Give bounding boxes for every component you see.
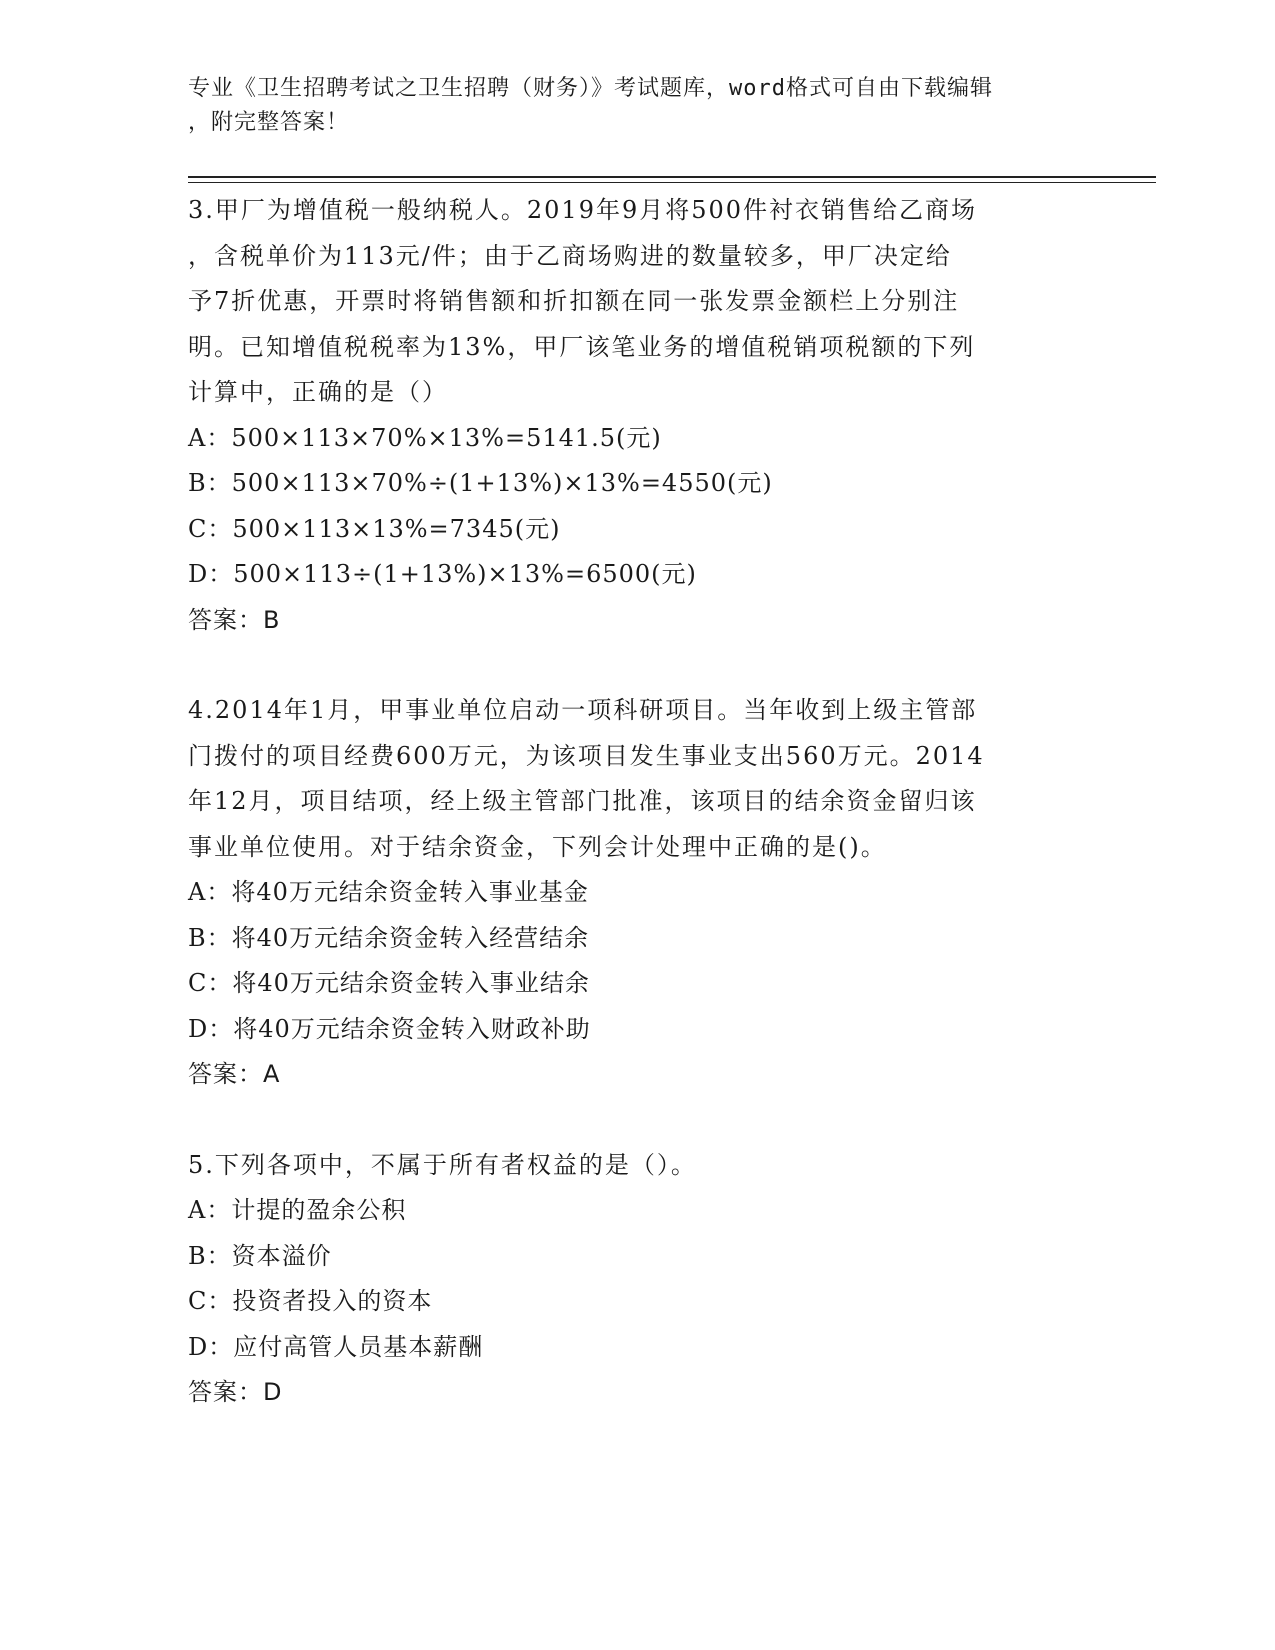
question-3 (188, 188, 1088, 643)
question-line: 予7折优惠，开票时将销售额和折扣额在同一张发票金额栏上分别注 (188, 287, 960, 315)
question-3-answer: 答案：B (188, 605, 281, 634)
question-line: 4.2014年1月，甲事业单位启动一项科研项目。当年收到上级主管部 (188, 696, 978, 724)
question-spacer (188, 643, 1088, 688)
question-3-option-a: A：500×113×70%×13%=5141.5(元) (188, 423, 662, 452)
question-5-option-d: D：应付高管人员基本薪酬 (188, 1332, 484, 1361)
question-3-text (188, 188, 1068, 416)
question-4-option-b: B：将40万元结余资金转入经营结余 (188, 923, 590, 952)
question-5-option-a: A：计提的盈余公积 (188, 1196, 407, 1224)
question-line: 计算中，正确的是（） (188, 378, 448, 406)
question-line: 年12月，项目结项，经上级主管部门批准，该项目的结余资金留归该 (188, 787, 977, 815)
question-line: 5.下列各项中，不属于所有者权益的是（）。 (188, 1150, 697, 1179)
question-line: 3.甲厂为增值税一般纳税人。2019年9月将500件衬衣销售给乙商场 (188, 196, 978, 224)
question-line: 事业单位使用。对于结余资金，下列会计处理中正确的是()。 (188, 832, 887, 861)
question-line: ，含税单价为113元/件；由于乙商场购进的数量较多，甲厂决定给 (188, 241, 952, 270)
question-4-option-c: C：将40万元结余资金转入事业结余 (188, 969, 590, 997)
document-header (188, 72, 1068, 140)
question-3-option-d: D：500×113÷(1+13%)×13%=6500(元) (188, 560, 697, 588)
question-3-option-c: C：500×113×13%=7345(元) (188, 514, 561, 543)
question-line: 门拨付的项目经费600万元，为该项目发生事业支出560万元。2014 (188, 741, 985, 770)
question-line: 明。已知增值税税率为13%，甲厂该笔业务的增值税销项税额的下列 (188, 332, 976, 361)
question-4-text (188, 688, 1068, 870)
question-4-answer: 答案：A (188, 1060, 281, 1088)
question-5 (188, 1143, 1088, 1416)
header-divider-thin (188, 182, 1156, 183)
question-4-option-a: A：将40万元结余资金转入事业基金 (188, 878, 589, 906)
question-5-answer: 答案：D (188, 1378, 283, 1406)
header-divider-thick (188, 176, 1156, 178)
question-4-option-d: D：将40万元结余资金转入财政补助 (188, 1014, 591, 1043)
question-list (188, 188, 1088, 1416)
question-5-text (188, 1143, 1068, 1189)
question-5-option-c: C：投资者投入的资本 (188, 1287, 433, 1315)
question-4 (188, 688, 1088, 1098)
question-3-option-b: B：500×113×70%÷(1+13%)×13%=4550(元) (188, 469, 773, 497)
header-line-1: 专业《卫生招聘考试之卫生招聘（财务）》考试题库，word格式可自由下载编辑 (188, 76, 993, 101)
header-line-2: ，附完整答案！ (188, 110, 350, 135)
question-5-option-b: B：资本溢价 (188, 1241, 332, 1270)
question-spacer (188, 1098, 1088, 1143)
